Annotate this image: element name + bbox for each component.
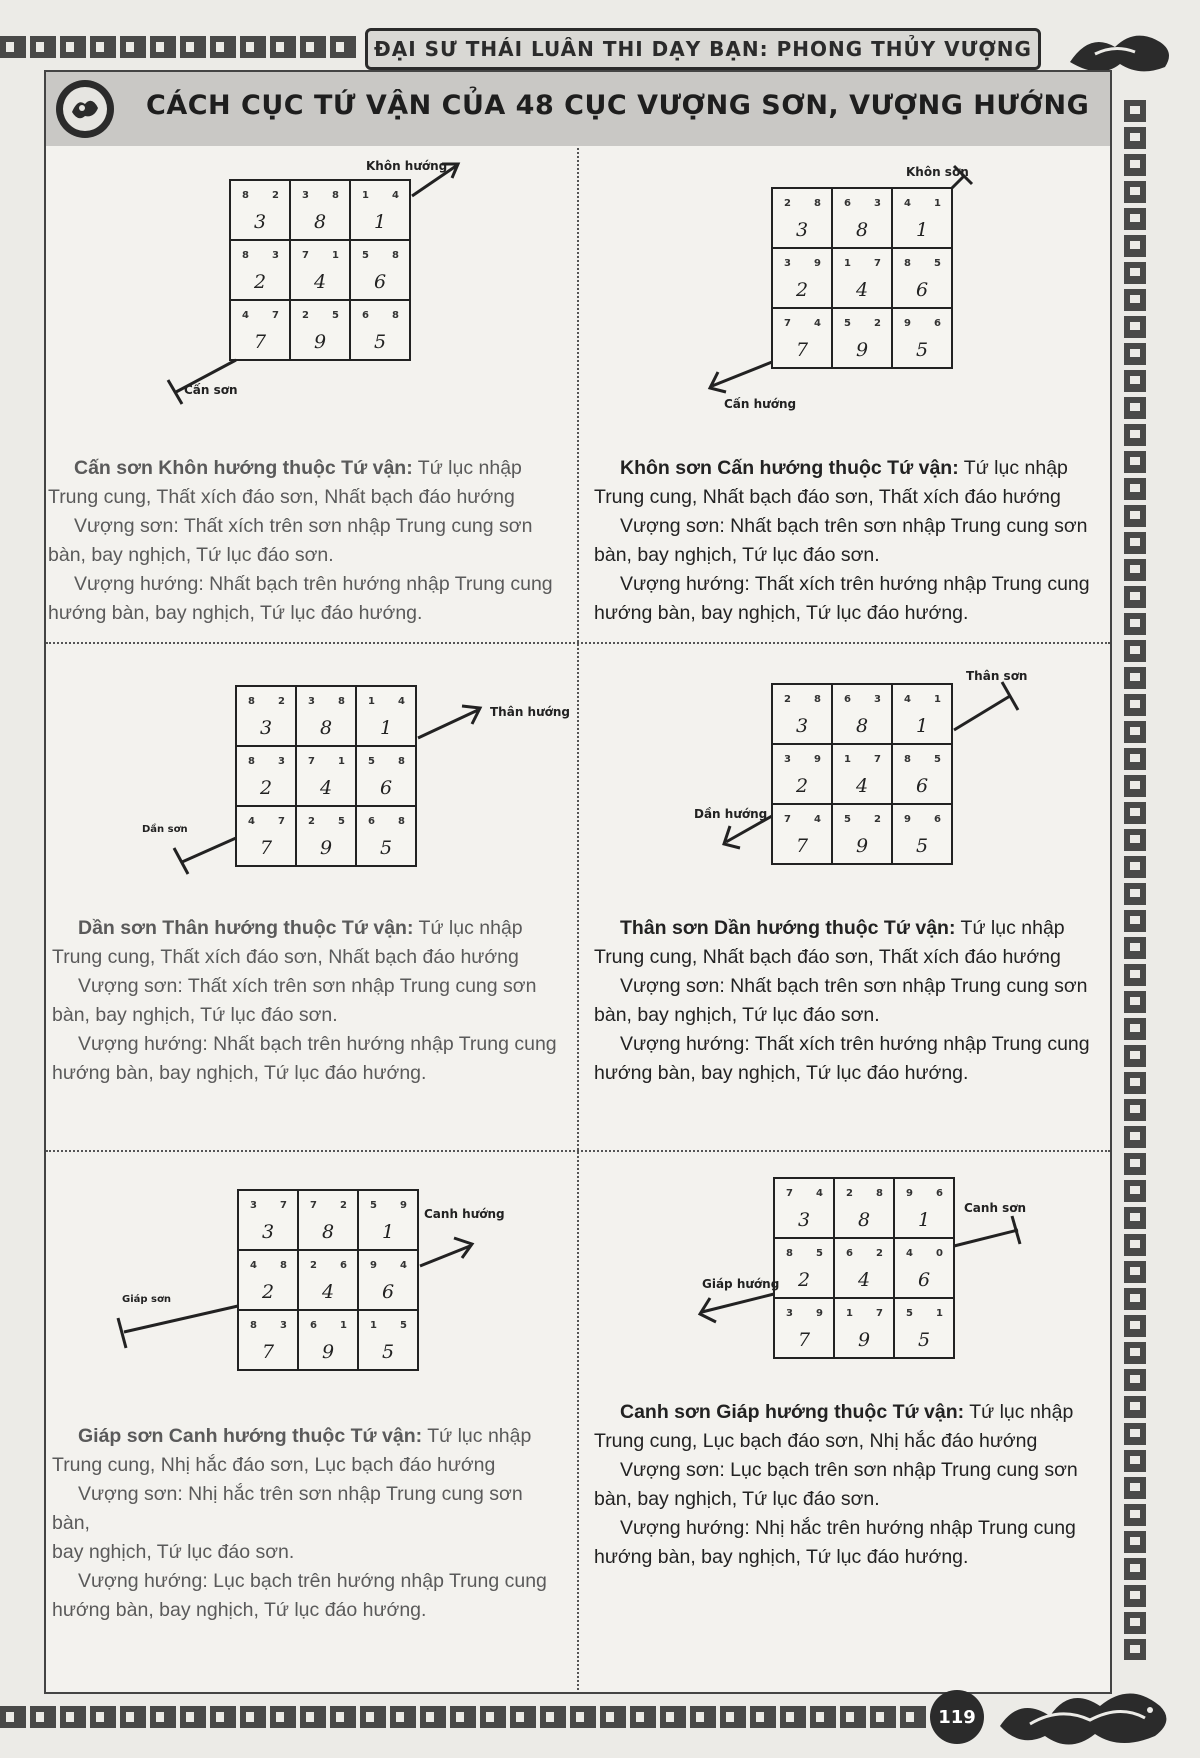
base-star: 6 bbox=[916, 279, 929, 301]
direction-label-son: Khôn sơn bbox=[906, 165, 969, 179]
mountain-star: 8 bbox=[248, 756, 255, 767]
base-star: 1 bbox=[916, 715, 929, 737]
base-star: 6 bbox=[916, 775, 929, 797]
mountain-star: 1 bbox=[846, 1308, 853, 1319]
facing-star: 8 bbox=[392, 310, 399, 321]
facing-star: 5 bbox=[400, 1320, 407, 1331]
facing-star: 2 bbox=[876, 1248, 883, 1259]
facing-star: 1 bbox=[340, 1320, 347, 1331]
mountain-star: 2 bbox=[310, 1260, 317, 1271]
direction-label-huong: Thân hướng bbox=[490, 705, 571, 719]
panel-canh-son-giap-huong bbox=[578, 1152, 1110, 1690]
panel-line: Tứ lục nhập bbox=[427, 1425, 532, 1447]
base-star: 1 bbox=[374, 211, 387, 233]
facing-star: 5 bbox=[332, 310, 339, 321]
panel-text bbox=[52, 1422, 562, 1625]
base-star: 3 bbox=[796, 715, 809, 737]
facing-star: 8 bbox=[876, 1188, 883, 1199]
mountain-star: 9 bbox=[370, 1260, 377, 1271]
facing-star: 8 bbox=[398, 756, 405, 767]
mountain-star: 6 bbox=[368, 816, 375, 827]
facing-star: 9 bbox=[814, 754, 821, 765]
base-star: 3 bbox=[260, 717, 273, 739]
panel-line: Vượng hướng: Nhị hắc trên hướng nhập Trung cung bbox=[620, 1517, 1076, 1539]
panel-line: Tứ lục nhập bbox=[418, 917, 523, 939]
panel-text bbox=[594, 1398, 1102, 1572]
facing-star: 9 bbox=[816, 1308, 823, 1319]
base-star: 2 bbox=[254, 271, 267, 293]
flying-star-chart bbox=[628, 666, 1058, 911]
facing-star: 7 bbox=[876, 1308, 883, 1319]
flying-star-chart bbox=[146, 160, 486, 405]
facing-star: 5 bbox=[338, 816, 345, 827]
flying-star-chart bbox=[668, 162, 1008, 417]
direction-label-huong: Canh hướng bbox=[424, 1207, 505, 1221]
base-star: 4 bbox=[856, 775, 869, 797]
base-star: 7 bbox=[796, 339, 809, 361]
panel-line: Vượng sơn: Nhị hắc trên sơn nhập Trung cung sơn bàn, bbox=[52, 1483, 523, 1534]
mountain-star: 6 bbox=[844, 694, 851, 705]
panel-line: hướng bàn, bay nghịch, Tứ lục đáo hướng. bbox=[52, 1062, 427, 1084]
base-star: 2 bbox=[798, 1269, 811, 1291]
panel-line: Trung cung, Thất xích đáo sơn, Nhất bạch đáo hướng bbox=[52, 946, 519, 968]
direction-label-son: Dần sơn bbox=[142, 824, 188, 835]
mountain-star: 5 bbox=[370, 1200, 377, 1211]
page-number: 119 bbox=[930, 1690, 984, 1744]
facing-star: 6 bbox=[340, 1260, 347, 1271]
base-star: 2 bbox=[262, 1281, 275, 1303]
base-star: 1 bbox=[382, 1221, 395, 1243]
panel-line: hướng bàn, bay nghịch, Tứ lục đáo hướng. bbox=[48, 602, 423, 624]
panel-line: Tứ lục nhập bbox=[963, 457, 1068, 479]
star-grid bbox=[86, 678, 571, 918]
facing-star: 1 bbox=[934, 694, 941, 705]
mountain-star: 3 bbox=[784, 754, 791, 765]
base-star: 5 bbox=[916, 339, 929, 361]
base-star: 1 bbox=[380, 717, 393, 739]
facing-star: 7 bbox=[280, 1200, 287, 1211]
mountain-star: 6 bbox=[362, 310, 369, 321]
facing-star: 7 bbox=[874, 754, 881, 765]
facing-star: 8 bbox=[814, 694, 821, 705]
mountain-star: 7 bbox=[784, 318, 791, 329]
mountain-star: 3 bbox=[784, 258, 791, 269]
panel-line: bàn, bay nghịch, Tứ lục đáo sơn. bbox=[594, 544, 880, 566]
panel-text bbox=[52, 914, 562, 1088]
facing-star: 3 bbox=[280, 1320, 287, 1331]
base-star: 7 bbox=[260, 837, 273, 859]
mountain-star: 5 bbox=[844, 318, 851, 329]
mountain-star: 8 bbox=[904, 754, 911, 765]
panel-line: Vượng sơn: Nhất bạch trên sơn nhập Trung cung sơn bbox=[620, 975, 1088, 997]
facing-star: 6 bbox=[934, 814, 941, 825]
content-frame bbox=[44, 70, 1112, 1694]
base-star: 1 bbox=[918, 1209, 931, 1231]
facing-star: 8 bbox=[398, 816, 405, 827]
flying-star-chart bbox=[640, 1170, 1060, 1415]
panel-line: Tứ lục nhập bbox=[960, 917, 1065, 939]
mountain-star: 4 bbox=[250, 1260, 257, 1271]
mountain-star: 3 bbox=[302, 190, 309, 201]
panel-line: Vượng sơn: Lục bạch trên sơn nhập Trung cung sơn bbox=[620, 1459, 1078, 1481]
facing-star: 4 bbox=[814, 318, 821, 329]
base-star: 4 bbox=[856, 279, 869, 301]
base-star: 3 bbox=[796, 219, 809, 241]
panel-line: bàn, bay nghịch, Tứ lục đáo sơn. bbox=[594, 1004, 880, 1026]
base-star: 5 bbox=[916, 835, 929, 857]
facing-star: 4 bbox=[400, 1260, 407, 1271]
flying-star-chart bbox=[86, 678, 571, 923]
panel-line: hướng bàn, bay nghịch, Tứ lục đáo hướng. bbox=[52, 1599, 427, 1621]
facing-star: 2 bbox=[272, 190, 279, 201]
mountain-star: 9 bbox=[904, 814, 911, 825]
mountain-star: 6 bbox=[310, 1320, 317, 1331]
facing-star: 3 bbox=[278, 756, 285, 767]
greek-key-border-bottom bbox=[0, 1706, 930, 1728]
facing-star: 9 bbox=[814, 258, 821, 269]
mountain-star: 2 bbox=[846, 1188, 853, 1199]
base-star: 4 bbox=[858, 1269, 871, 1291]
mountain-star: 1 bbox=[362, 190, 369, 201]
facing-star: 7 bbox=[874, 258, 881, 269]
facing-star: 4 bbox=[814, 814, 821, 825]
star-grid bbox=[628, 666, 1058, 906]
direction-label-huong: Khôn hướng bbox=[366, 159, 448, 173]
star-grid bbox=[668, 162, 1008, 412]
panel-lead: Canh sơn Giáp hướng thuộc Tứ vận: bbox=[620, 1401, 965, 1423]
mountain-star: 2 bbox=[784, 198, 791, 209]
direction-label-huong: Dần hướng bbox=[694, 807, 768, 821]
base-star: 9 bbox=[858, 1329, 871, 1351]
base-star: 9 bbox=[856, 835, 869, 857]
facing-star: 8 bbox=[392, 250, 399, 261]
facing-star: 2 bbox=[340, 1200, 347, 1211]
panel-text bbox=[594, 914, 1102, 1088]
panel-line: bay nghịch, Tứ lục đáo sơn. bbox=[52, 1541, 295, 1563]
mountain-star: 1 bbox=[370, 1320, 377, 1331]
direction-label-son: Giáp sơn bbox=[122, 1294, 171, 1305]
panel-line: Trung cung, Lục bạch đáo sơn, Nhị hắc đáo hướng bbox=[594, 1430, 1038, 1452]
mountain-star: 8 bbox=[786, 1248, 793, 1259]
base-star: 9 bbox=[320, 837, 333, 859]
panel-line: Trung cung, Nhất bạch đáo sơn, Thất xích đáo hướng bbox=[594, 946, 1061, 968]
direction-label-huong: Giáp hướng bbox=[702, 1277, 780, 1291]
facing-star: 2 bbox=[874, 814, 881, 825]
direction-label-son: Cấn sơn bbox=[184, 383, 238, 397]
panel-line: hướng bàn, bay nghịch, Tứ lục đáo hướng. bbox=[594, 1546, 969, 1568]
facing-star: 5 bbox=[934, 754, 941, 765]
base-star: 5 bbox=[382, 1341, 395, 1363]
panel-text bbox=[48, 454, 558, 628]
direction-label-son: Thân sơn bbox=[966, 669, 1028, 683]
mountain-star: 4 bbox=[248, 816, 255, 827]
mountain-star: 5 bbox=[906, 1308, 913, 1319]
facing-star: 2 bbox=[874, 318, 881, 329]
panel-line: Vượng hướng: Nhất bạch trên hướng nhập Trung cung bbox=[78, 1033, 557, 1055]
panel-lead: Cấn sơn Khôn hướng thuộc Tứ vận: bbox=[74, 457, 413, 479]
mountain-star: 8 bbox=[248, 696, 255, 707]
base-star: 4 bbox=[314, 271, 327, 293]
panel-giap-son-canh-huong bbox=[46, 1152, 578, 1690]
base-star: 8 bbox=[856, 219, 869, 241]
facing-star: 1 bbox=[934, 198, 941, 209]
panel-line: Vượng sơn: Thất xích trên sơn nhập Trung cung sơn bbox=[78, 975, 537, 997]
facing-star: 7 bbox=[272, 310, 279, 321]
panel-line: Vượng sơn: Thất xích trên sơn nhập Trung cung sơn bbox=[74, 515, 533, 537]
facing-star: 5 bbox=[816, 1248, 823, 1259]
facing-star: 3 bbox=[874, 694, 881, 705]
panel-line: hướng bàn, bay nghịch, Tứ lục đáo hướng. bbox=[594, 602, 969, 624]
panel-lead: Khôn sơn Cấn hướng thuộc Tứ vận: bbox=[620, 457, 959, 479]
mountain-star: 4 bbox=[904, 694, 911, 705]
base-star: 8 bbox=[314, 211, 327, 233]
base-star: 4 bbox=[320, 777, 333, 799]
star-grid bbox=[640, 1170, 1060, 1410]
mountain-star: 7 bbox=[784, 814, 791, 825]
mountain-star: 3 bbox=[786, 1308, 793, 1319]
mountain-star: 3 bbox=[250, 1200, 257, 1211]
panel-line: Tứ lục nhập bbox=[417, 457, 522, 479]
star-grid bbox=[102, 1182, 542, 1422]
mountain-star: 4 bbox=[242, 310, 249, 321]
greek-key-border-right bbox=[1124, 100, 1146, 1660]
panel-line: bàn, bay nghịch, Tứ lục đáo sơn. bbox=[48, 544, 334, 566]
base-star: 3 bbox=[262, 1221, 275, 1243]
running-header: ĐẠI SƯ THÁI LUÂN THI DẠY BẠN: PHONG THỦY VƯỢNG bbox=[365, 28, 1041, 70]
facing-star: 4 bbox=[816, 1188, 823, 1199]
base-star: 7 bbox=[796, 835, 809, 857]
base-star: 1 bbox=[916, 219, 929, 241]
base-star: 8 bbox=[856, 715, 869, 737]
facing-star: 0 bbox=[936, 1248, 943, 1259]
base-star: 4 bbox=[322, 1281, 335, 1303]
facing-star: 5 bbox=[934, 258, 941, 269]
facing-star: 4 bbox=[398, 696, 405, 707]
facing-star: 8 bbox=[332, 190, 339, 201]
panel-line: Trung cung, Thất xích đáo sơn, Nhất bạch đáo hướng bbox=[48, 486, 515, 508]
facing-star: 6 bbox=[934, 318, 941, 329]
base-star: 6 bbox=[374, 271, 387, 293]
panel-can-son-khon-huong bbox=[46, 148, 578, 642]
base-star: 8 bbox=[320, 717, 333, 739]
base-star: 5 bbox=[374, 331, 387, 353]
mountain-star: 8 bbox=[250, 1320, 257, 1331]
mountain-star: 1 bbox=[368, 696, 375, 707]
base-star: 7 bbox=[262, 1341, 275, 1363]
base-star: 6 bbox=[380, 777, 393, 799]
panel-line: Vượng hướng: Thất xích trên hướng nhập Trung cung bbox=[620, 573, 1090, 595]
panel-line: Tứ lục nhập bbox=[969, 1401, 1074, 1423]
base-star: 3 bbox=[798, 1209, 811, 1231]
base-star: 2 bbox=[260, 777, 273, 799]
facing-star: 6 bbox=[936, 1188, 943, 1199]
facing-star: 8 bbox=[280, 1260, 287, 1271]
mountain-star: 2 bbox=[784, 694, 791, 705]
base-star: 2 bbox=[796, 279, 809, 301]
mountain-star: 4 bbox=[906, 1248, 913, 1259]
base-star: 6 bbox=[918, 1269, 931, 1291]
facing-star: 7 bbox=[278, 816, 285, 827]
flying-star-chart bbox=[102, 1182, 542, 1427]
facing-star: 2 bbox=[278, 696, 285, 707]
mountain-star: 4 bbox=[904, 198, 911, 209]
mountain-star: 5 bbox=[368, 756, 375, 767]
star-grid bbox=[146, 160, 486, 400]
base-star: 8 bbox=[858, 1209, 871, 1231]
base-star: 2 bbox=[796, 775, 809, 797]
mountain-star: 8 bbox=[242, 250, 249, 261]
mountain-star: 7 bbox=[308, 756, 315, 767]
panel-line: Vượng hướng: Lục bạch trên hướng nhập Trung cung bbox=[78, 1570, 547, 1592]
mountain-star: 5 bbox=[844, 814, 851, 825]
facing-star: 1 bbox=[936, 1308, 943, 1319]
panel-line: Vượng hướng: Nhất bạch trên hướng nhập Trung cung bbox=[74, 573, 553, 595]
mountain-star: 6 bbox=[844, 198, 851, 209]
direction-label-son: Canh sơn bbox=[964, 1201, 1027, 1215]
panel-lead: Dần sơn Thân hướng thuộc Tứ vận: bbox=[78, 917, 414, 939]
greek-key-border-top bbox=[0, 36, 360, 58]
mountain-star: 8 bbox=[904, 258, 911, 269]
panel-lead: Thân sơn Dần hướng thuộc Tứ vận: bbox=[620, 917, 956, 939]
base-star: 6 bbox=[382, 1281, 395, 1303]
panel-line: hướng bàn, bay nghịch, Tứ lục đáo hướng. bbox=[594, 1062, 969, 1084]
facing-star: 9 bbox=[400, 1200, 407, 1211]
panel-line: Trung cung, Nhất bạch đáo sơn, Thất xích đáo hướng bbox=[594, 486, 1061, 508]
facing-star: 1 bbox=[332, 250, 339, 261]
base-star: 9 bbox=[314, 331, 327, 353]
panel-line: bàn, bay nghịch, Tứ lục đáo sơn. bbox=[594, 1488, 880, 1510]
dragon-ornament-bottom bbox=[990, 1676, 1180, 1756]
facing-star: 8 bbox=[338, 696, 345, 707]
base-star: 7 bbox=[798, 1329, 811, 1351]
facing-star: 1 bbox=[338, 756, 345, 767]
base-star: 3 bbox=[254, 211, 267, 233]
compass-emblem-icon bbox=[54, 78, 116, 140]
panel-than-son-dan-huong bbox=[578, 644, 1110, 1150]
section-title: CÁCH CỤC TỨ VẬN CỦA 48 CỤC VƯỢNG SƠN, VƯỢNG HƯỚNG bbox=[146, 90, 1090, 121]
mountain-star: 1 bbox=[844, 754, 851, 765]
mountain-star: 7 bbox=[302, 250, 309, 261]
base-star: 9 bbox=[322, 1341, 335, 1363]
panel-line: Vượng hướng: Thất xích trên hướng nhập Trung cung bbox=[620, 1033, 1090, 1055]
mountain-star: 2 bbox=[308, 816, 315, 827]
base-star: 5 bbox=[380, 837, 393, 859]
facing-star: 8 bbox=[814, 198, 821, 209]
panel-lead: Giáp sơn Canh hướng thuộc Tứ vận: bbox=[78, 1425, 423, 1447]
mountain-star: 8 bbox=[242, 190, 249, 201]
base-star: 8 bbox=[322, 1221, 335, 1243]
mountain-star: 1 bbox=[844, 258, 851, 269]
facing-star: 3 bbox=[874, 198, 881, 209]
mountain-star: 5 bbox=[362, 250, 369, 261]
panel-line: Trung cung, Nhị hắc đáo sơn, Lục bạch đáo hướng bbox=[52, 1454, 496, 1476]
direction-label-huong: Cấn hướng bbox=[724, 397, 797, 411]
base-star: 9 bbox=[856, 339, 869, 361]
panel-khon-son-can-huong bbox=[578, 148, 1110, 642]
base-star: 7 bbox=[254, 331, 267, 353]
facing-star: 3 bbox=[272, 250, 279, 261]
base-star: 5 bbox=[918, 1329, 931, 1351]
mountain-star: 2 bbox=[302, 310, 309, 321]
panel-line: bàn, bay nghịch, Tứ lục đáo sơn. bbox=[52, 1004, 338, 1026]
mountain-star: 9 bbox=[906, 1188, 913, 1199]
mountain-star: 3 bbox=[308, 696, 315, 707]
mountain-star: 7 bbox=[310, 1200, 317, 1211]
mountain-star: 9 bbox=[904, 318, 911, 329]
mountain-star: 6 bbox=[846, 1248, 853, 1259]
panel-line: Vượng sơn: Nhất bạch trên sơn nhập Trung cung sơn bbox=[620, 515, 1088, 537]
section-title-bar bbox=[46, 72, 1110, 146]
panel-dan-son-than-huong bbox=[46, 644, 578, 1150]
panel-text bbox=[594, 454, 1102, 628]
mountain-star: 7 bbox=[786, 1188, 793, 1199]
facing-star: 4 bbox=[392, 190, 399, 201]
